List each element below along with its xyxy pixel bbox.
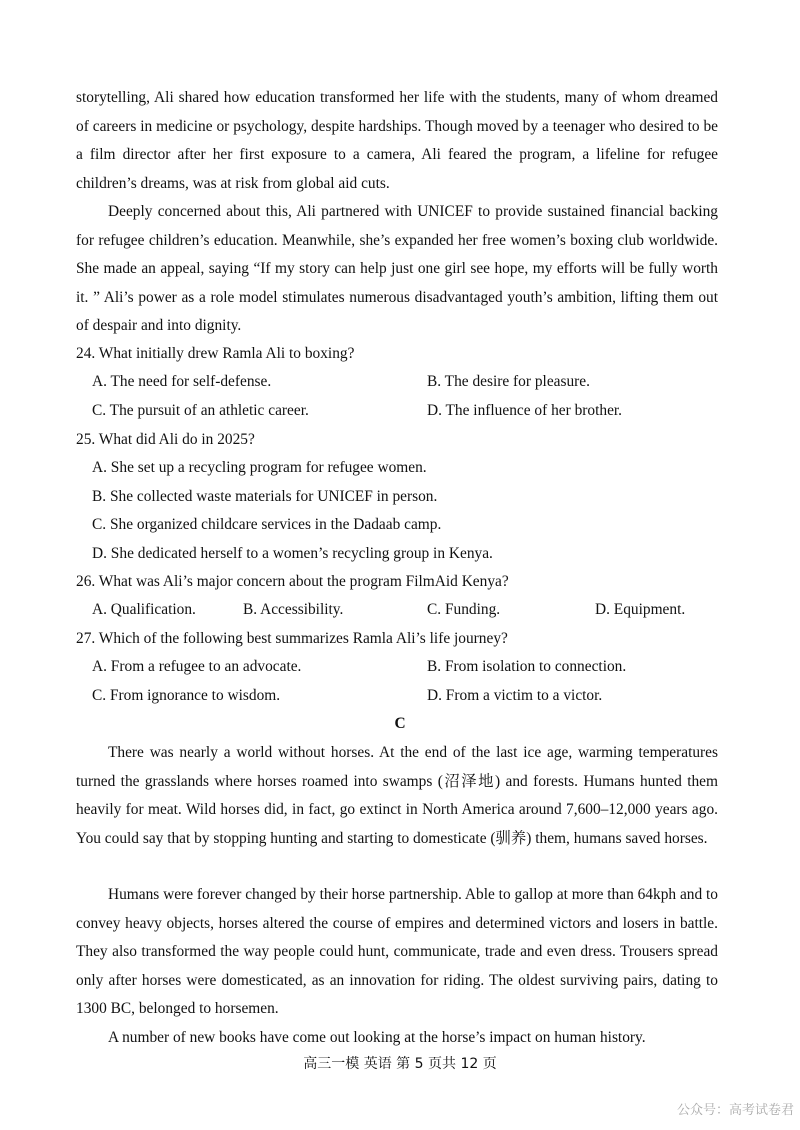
question-26-option-d: D. Equipment. xyxy=(595,601,686,618)
question-24-option-c: C. The pursuit of an athletic career. xyxy=(92,402,309,419)
question-25-option-c: C. She organized childcare services in the Dadaab camp. xyxy=(92,516,442,533)
question-26-option-b: B. Accessibility. xyxy=(243,601,344,618)
question-27-option-c: C. From ignorance to wisdom. xyxy=(92,687,281,704)
question-27-stem: 27. Which of the following best summarizes Ramla Ali’s life journey? xyxy=(76,630,508,647)
question-27-option-a: A. From a refugee to an advocate. xyxy=(92,658,302,675)
section-c-heading: C xyxy=(394,715,406,732)
question-26-stem: 26. What was Ali’s major concern about the program FilmAid Kenya? xyxy=(76,573,509,590)
passage-c-paragraph-1: There was nearly a world without horses. At the end of the last ice age, warming temperatures turned the grasslands where horses roamed into swamps (沼泽地) and forests. Humans hunted them heavily for meat. Wild horses did, in fact, go extinct in North America around 7,600–12,000 years ago. You could say that by stopping hunting and starting to domesticate (驯养) them, humans saved horses. xyxy=(76,744,718,847)
question-25-option-d: D. She dedicated herself to a women’s recycling group in Kenya. xyxy=(92,545,493,562)
question-24-option-b: B. The desire for pleasure. xyxy=(427,373,590,390)
question-26-option-a: A. Qualification. xyxy=(92,601,196,618)
page-footer: 高三一模 英语 第 5 页共 12 页 xyxy=(303,1056,497,1072)
question-24-option-d: D. The influence of her brother. xyxy=(427,402,623,419)
question-25-option-a: A. She set up a recycling program for refugee women. xyxy=(92,459,427,476)
question-25-option-b: B. She collected waste materials for UNICEF in person. xyxy=(92,488,438,505)
question-27-option-b: B. From isolation to connection. xyxy=(427,658,627,675)
question-26-option-c: C. Funding. xyxy=(427,601,501,618)
watermark: 公众号：高考试卷君 xyxy=(676,1103,794,1119)
passage-b-paragraph-2: Deeply concerned about this, Ali partnered with UNICEF to provide sustained financial backing for refugee children’s education. Meanwhile, she’s expanded her free women’s boxing club worldwide. She made an appeal, saying “If my story can help just one girl see hope, my efforts will be fully worth it. ” Ali’s power as a role model stimulates numerous disadvantaged youth’s ambition, lifting them out of despair and into dignity. xyxy=(76,203,718,335)
passage-b-paragraph-1: storytelling, Ali shared how education transformed her life with the students, many of whom dreamed of careers in medicine or psychology, despite hardships. Though moved by a teenager who desired to be a film director after her first exposure to a camera, Ali feared the program, a lifeline for refugee children’s dreams, was at risk from global aid cuts. xyxy=(76,89,718,192)
passage-c-paragraph-2: Humans were forever changed by their horse partnership. Able to gallop at more than 64kph and to convey heavy objects, horses altered the course of empires and determined victors and losers in battle. They also transformed the way people could hunt, communicate, trade and even dress. Trousers spread only after horses were domesticated, as an innovation for riding. The oldest surviving pairs, dating to 1300 BC, belonged to horsemen. xyxy=(76,886,718,1018)
question-24-stem: 24. What initially drew Ramla Ali to boxing? xyxy=(76,345,355,362)
passage-c-paragraph-3: A number of new books have come out looking at the horse’s impact on human history. xyxy=(108,1029,646,1046)
question-27-option-d: D. From a victim to a victor. xyxy=(427,687,603,704)
question-24-option-a: A. The need for self-defense. xyxy=(92,373,272,390)
question-25-stem: 25. What did Ali do in 2025? xyxy=(76,431,255,448)
